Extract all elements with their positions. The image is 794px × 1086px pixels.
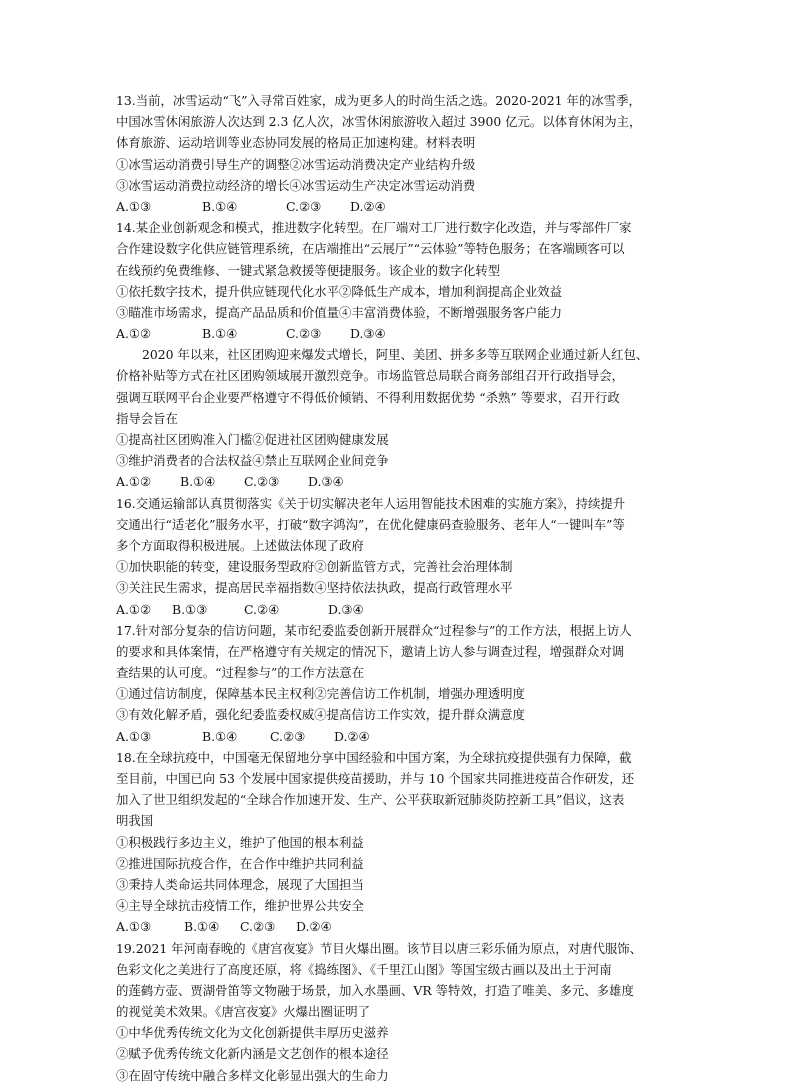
option-line: ③有效化解矛盾，强化纪委监委权威④提高信访工作实效，提升群众满意度	[116, 707, 525, 723]
choice-a: A.①②	[116, 474, 152, 490]
question-stem-line: 合作建设数字化供应链管理系统，在店端推出“云展厅”“云体验”等特色服务；在客端顾客可以	[116, 241, 625, 257]
choice-c: C.②③	[240, 919, 276, 935]
choice-a: A.①②	[116, 601, 152, 617]
question-stem-line: 13.当前，冰雪运动“飞”入寻常百姓家，成为更多人的时尚生活之选。2020-2021 年的冰雪季，	[116, 93, 641, 108]
question-18	[116, 747, 696, 938]
choice-b: B.①④	[202, 198, 238, 214]
question-stem-line: 的莲鹤方壶、贾湖骨笛等文物融于场景，加入水墨画、VR 等特效，打造了唯美、多元、多雄度	[116, 982, 634, 998]
question-stem-line: 18.在全球抗疫中，中国毫无保留地分享中国经验和中国方案，为全球抗疫提供强有力保障，截	[116, 749, 632, 765]
option-line: ③关注民生需求，提高居民幸福指数④坚持依法执政，提高行政管理水平	[116, 580, 513, 596]
choice-a: A.①③	[116, 919, 152, 935]
question-stem-line: 19.2021 年河南春晚的《唐宫夜宴》节目火爆出圈。该节目以唐三彩乐俑为原点，对唐代服饰、	[116, 940, 643, 956]
question-stem-line: 至目前，中国已向 53 个发展中国家提供疫苗援助，并与 10 个国家共同推进疫苗合作研发，还	[116, 771, 635, 786]
choice-a: A.①②	[116, 326, 152, 342]
option-line: ①中华优秀传统文化为文化创新提供丰厚历史滋养	[116, 1025, 389, 1041]
question-stem-line: 16.交通运输部认真贯彻落实《关于切实解决老年人运用智能技术困难的实施方案》，持续提升	[116, 495, 626, 511]
question-stem-line: 2020 年以来，社区团购迎来爆发式增长，阿里、美团、拼多多等互联网企业通过新人红包、	[142, 347, 649, 363]
choice-d: D.③④	[328, 601, 364, 617]
question-stem-line: 的视觉美术效果。《唐宫夜宴》火爆出圈证明了	[116, 1004, 371, 1020]
question-stem-line: 的要求和具体案情，在严格遵守有关规定的情况下，邀请上访人参与调查过程，增强群众对调	[116, 643, 625, 659]
choice-c: C.②④	[244, 601, 280, 617]
choice-a: A.①③	[116, 198, 152, 214]
choice-c: C.②③	[286, 198, 322, 214]
option-line: ①通过信访制度，保障基本民主权利②完善信访工作机制，增强办理透明度	[116, 686, 525, 702]
question-stem-line: 在线预约免费维修、一键式紧急救援等便捷服务。该企业的数字化转型	[116, 262, 501, 278]
question-19	[116, 938, 696, 1086]
option-line: ③维护消费者的合法权益④禁止互联网企业间竞争	[116, 453, 389, 469]
option-line: ①依托数字技术，提升供应链现代化水平②降低生产成本，增加利润提高企业效益	[116, 283, 563, 299]
answer-choices	[116, 196, 696, 217]
question-stem-line: 体育旅游、运动培训等业态协同发展的格局正加速构建。材料表明	[116, 135, 476, 151]
choice-b: B.①④	[184, 919, 220, 935]
option-line: ③秉持人类命运共同体理念，展现了大国担当	[116, 876, 364, 892]
choice-d: D.②④	[296, 919, 332, 935]
answer-choices	[116, 916, 696, 937]
question-stem-line: 查结果的认可度。“过程参与”的工作方法意在	[116, 665, 365, 681]
question-stem-line: 中国冰雪休闲旅游人次达到 2.3 亿人次，冰雪休闲旅游收入超过 3900 亿元。以体育休闲为主，	[116, 114, 642, 130]
choice-c: C.②③	[270, 728, 306, 744]
question-stem-line: 14.某企业创新观念和模式，推进数字化转型。在厂端对工厂进行数字化改造，并与零部件厂家	[116, 220, 632, 236]
choice-b: B.①④	[202, 326, 238, 342]
question-stem-line: 17.针对部分复杂的信访问题，某市纪委监委创新开展群众“过程参与”的工作方法，根据上访人	[116, 622, 632, 638]
question-16	[116, 493, 696, 620]
answer-choices	[116, 471, 696, 492]
choice-b: B.①④	[202, 728, 238, 744]
choice-a: A.①③	[116, 728, 152, 744]
question-stem-line: 加入了世卫组织发起的“全球合作加速开发、生产、公平获取新冠肺炎防控新工具”倡议，这表	[116, 792, 625, 808]
question-stem-line: 多个方面取得积极进展。上述做法体现了政府	[116, 537, 364, 553]
question-stem-line: 指导会旨在	[116, 410, 178, 426]
option-line: ①提高社区团购准入门槛②促进社区团购健康发展	[116, 432, 389, 447]
page-content	[116, 90, 696, 1086]
choice-d: D.②④	[350, 198, 386, 214]
question-stem-line: 强调互联网平台企业要严格遵守不得低价倾销、不得利用数据优势 “杀熟” 等要求，召开行政	[116, 389, 620, 405]
question-stem-line: 价格补贴等方式在社区团购领域展开激烈竞争。市场监管总局联合商务部组召开行政指导会，	[116, 368, 625, 384]
choice-d: D.②④	[334, 728, 370, 744]
question-15	[116, 344, 696, 492]
question-17	[116, 620, 696, 747]
question-stem-line: 交通出行“适老化”服务水平，打破“数字鸿沟”，在优化健康码查验服务、老年人“一键叫车”等	[116, 516, 625, 532]
option-line: ①积极践行多边主义，维护了他国的根本利益	[116, 834, 364, 850]
option-line: ②赋予优秀传统文化新内涵是文艺创作的根本途径	[116, 1046, 389, 1062]
option-line: ③瞄准市场需求，提高产品品质和价值量④丰富消费体验，不断增强服务客户能力	[116, 304, 563, 320]
choice-c: C.②③	[244, 474, 280, 490]
option-line: ①冰雪运动消费引导生产的调整②冰雪运动消费决定产业结构升级	[116, 156, 476, 172]
choice-b: B.①④	[180, 474, 216, 490]
choice-d: D.③④	[350, 326, 386, 342]
question-14	[116, 217, 696, 344]
choice-b: B.①③	[172, 601, 208, 617]
question-stem-line: 明我国	[116, 813, 154, 829]
question-13	[116, 90, 696, 217]
answer-choices	[116, 726, 696, 747]
choice-d: D.③④	[308, 474, 344, 490]
choice-c: C.②③	[286, 326, 322, 342]
option-line: ①加快职能的转变，建设服务型政府②创新监管方式，完善社会治理体制	[116, 559, 513, 575]
answer-choices	[116, 599, 696, 620]
option-line: ③在固守传统中融合多样文化彰显出强大的生命力	[116, 1067, 389, 1083]
option-line: ④主导全球抗击疫情工作，维护世界公共安全	[116, 898, 364, 914]
answer-choices	[116, 323, 696, 344]
option-line: ②推进国际抗疫合作，在合作中维护共同利益	[116, 855, 364, 871]
question-stem-line: 色彩文化之美进行了高度还原，将《捣练图》、《千里江山图》等国宝级古画以及出土于河南	[116, 961, 612, 977]
option-line: ③冰雪运动消费拉动经济的增长④冰雪运动生产决定冰雪运动消费	[116, 177, 476, 193]
